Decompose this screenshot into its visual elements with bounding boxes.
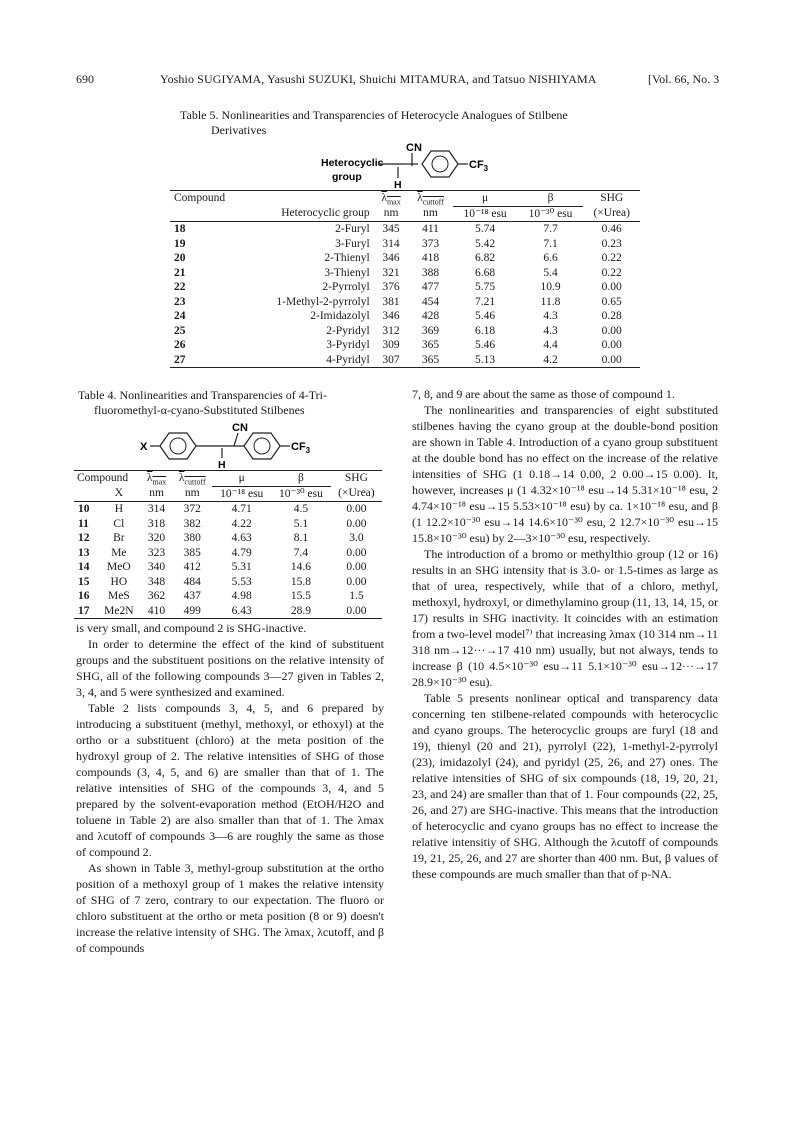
t4-col-compound: Compound	[77, 472, 129, 485]
t4-unit-nm1: nm	[149, 487, 164, 500]
lcut-value: 365	[421, 339, 440, 351]
lmax-value: 376	[382, 281, 400, 293]
shg-value: 0.28	[601, 310, 622, 322]
shg-value: 0.00	[346, 503, 367, 515]
heterocyclic-group: 2-Thienyl	[324, 252, 370, 264]
compound-number: 21	[174, 266, 186, 279]
lcut-value: 372	[183, 503, 201, 515]
beta-value: 7.1	[543, 237, 558, 250]
substituent-x: H	[114, 503, 124, 515]
heterocyclic-group: 3-Thienyl	[324, 266, 370, 279]
shg-value: 0.00	[601, 353, 622, 366]
t4-cn-bond	[234, 433, 238, 446]
lcut-value: 373	[421, 237, 440, 250]
t5-col-beta: β	[547, 192, 554, 204]
compound-number: 24	[174, 310, 186, 322]
mu-value: 5.13	[475, 353, 496, 366]
lmax-value: 381	[382, 295, 400, 308]
compound-number: 16	[78, 590, 90, 602]
mu-value: 4.71	[231, 503, 252, 515]
t4-col-x: X	[114, 487, 124, 500]
table4-body	[74, 502, 382, 619]
table4-caption-line1: Table 4. Nonlinearities and Transparencies of 4-Tri-	[78, 388, 327, 402]
shg-value: 1.5	[349, 590, 364, 602]
mu-value: 7.21	[475, 295, 496, 308]
right-paragraph-4: Table 5 presents nonlinear optical and transparency data concerning ten stilbene-related compounds with heterocyclic and cyano groups. The heterocyclic groups are furyl (18 and 19), thienyl (20 and 21), pyrrolyl (22), 1-methyl-2-pyrrolyl (23), imidazolyl (24), and pyridyl (25, 26, and 27) ones. The relative intensities of SHG of six compounds (18, 19, 20, 21, 23, and 24) are smaller than that of 1. Four compounds (22, 25, 26, and 27) are SHG-inactive. This means that the introduction of heterocyclic and cyano groups has no effect to increase the relative intensitiy of SHG. Although the λcutoff of compounds 19, 21, 25, 26, and 27 are shorter than 400 nm. But, β values of these compounds are much smaller than that of p-NA.	[412, 691, 718, 881]
t4-x-label: X	[140, 441, 148, 453]
table-row	[170, 309, 640, 324]
heterocyclic-group: 3-Pyridyl	[326, 339, 370, 351]
compound-number: 14	[78, 561, 90, 573]
t4-col-lcut: $\lambda_{cuttoff}$	[178, 472, 206, 487]
t5-unit-nm1: nm	[383, 207, 399, 220]
lcut-value: 382	[183, 517, 201, 530]
mu-value: 6.43	[231, 604, 252, 617]
table-row	[74, 575, 382, 590]
beta-value: 4.4	[543, 339, 558, 351]
t4-col-lmax: $\lambda_{max}$	[146, 472, 167, 487]
t5-benzene-ring	[422, 151, 458, 177]
lmax-value: 348	[147, 575, 166, 588]
beta-value: 7.4	[293, 546, 309, 559]
lmax-value: 346	[382, 252, 400, 264]
t4-col-mu: μ	[238, 472, 245, 484]
right-paragraph-2: The nonlinearities and transparencies of eight substituted stilbenes having the cyano group at the double-bond position are shown in Table 4. Introduction of a cyano group substituent at the double bond has no effect on the increase of the relative intensities of SHG (1 0.18→14 0.00, 2 0.00→15 0.00). It, however, increases μ (1 4.32×10⁻¹⁸ esu→14 5.31×10⁻¹⁸ esu, 2 4.74×10⁻¹⁸ esu→15 5.53×10⁻¹⁸ esu) by ca. 1×10⁻¹⁸ esu, and β (1 12.2×10⁻³⁰ esu→14 14.6×10⁻³⁰ esu, 2 12.7×10⁻³⁰ esu→15 15.8×10⁻³⁰ esu) by 2—3×10⁻³⁰ esu, respectively.	[412, 403, 718, 545]
substituent-x: HO	[110, 575, 128, 588]
table-row	[74, 604, 382, 619]
table-row	[170, 251, 640, 266]
mu-value: 5.46	[475, 339, 496, 351]
shg-value: 0.23	[601, 237, 622, 250]
table-row	[170, 338, 640, 353]
heterocyclic-group: 2-Pyrrolyl	[322, 281, 370, 293]
lcut-value: 454	[421, 295, 440, 308]
lcut-value: 418	[421, 252, 440, 264]
shg-value: 0.22	[601, 252, 622, 264]
substituent-x: Br	[113, 532, 125, 544]
left-paragraph-3: Table 2 lists compounds 3, 4, 5, and 6 prepared by introducing a substituent (methyl, methoxyl, or ethoxyl) at the ortho or a substituent (chloro) at the meta position of the hydroxyl group of 2. The relative intensities of SHG of those compounds (3, 4, 5, and 6) are smaller than that of 1. The relative intensities of SHG of the compounds 3, 4, and 5 prepared by the solvent-evaporation method (EtOH/H2O and toluene in Table 2) are also smaller than that of 1. The λmax and λcutoff of compounds 3—6 are roughly the same as those of compound 2.	[76, 701, 384, 859]
heterocyclic-group: 3-Furyl	[335, 237, 370, 250]
t4-cf3-label: $CF_3$	[291, 441, 311, 455]
table-row	[170, 222, 640, 237]
beta-value: 28.9	[290, 604, 312, 617]
t4-ring-right-aromatic	[254, 438, 270, 454]
lmax-value: 340	[147, 561, 166, 573]
t4-unit-nm2: nm	[184, 487, 200, 500]
table5-body	[170, 222, 640, 368]
t5-ring-aromatic	[432, 156, 448, 172]
lmax-value: 321	[382, 266, 400, 279]
table-row	[170, 295, 640, 310]
lmax-value: 312	[382, 324, 400, 337]
substituent-x: MeS	[108, 590, 130, 602]
table-row	[170, 353, 640, 368]
lcut-value: 369	[421, 324, 440, 337]
mu-value: 6.82	[475, 252, 496, 264]
lmax-value: 323	[147, 546, 166, 559]
mu-value: 6.18	[475, 324, 496, 337]
lcut-value: 428	[421, 310, 440, 322]
t5-col-lmax: $\lambda_{max}$	[381, 192, 401, 207]
lmax-value: 318	[147, 517, 166, 530]
heterocyclic-group: 2-Imidazolyl	[310, 310, 370, 322]
t5-group-label: group	[332, 171, 362, 183]
beta-value: 4.3	[543, 310, 558, 322]
lcut-value: 477	[421, 281, 440, 293]
t5-col-lcut: $\lambda_{cuttoff}$	[417, 192, 444, 207]
t5-heterocyclic-label: Heterocyclic	[321, 157, 384, 169]
t4-ring-right	[244, 433, 280, 459]
compound-number: 22	[174, 281, 186, 293]
substituent-x: MeO	[107, 561, 131, 573]
compound-number: 20	[174, 252, 186, 264]
lmax-value: 362	[147, 590, 166, 602]
compound-number: 10	[78, 503, 90, 515]
mu-value: 5.53	[231, 575, 252, 588]
t5-unit-mu: 10⁻¹⁸ esu	[453, 206, 518, 222]
compound-number: 27	[174, 353, 186, 366]
substituent-x: Me2N	[104, 604, 134, 617]
t5-h-label: H	[394, 179, 402, 190]
lmax-value: 410	[147, 604, 166, 617]
lcut-value: 365	[421, 353, 440, 366]
right-paragraph-3: The introduction of a bromo or methylthio group (12 or 16) results in an SHG intensity that is 3.0- or 1.5-times as large as that of urea, respectively, while that of a chloro, methyl, methoxyl, hydroxyl, or dimethylamino group (11, 13, 14, 15, or 17) results in SHG inactivity. It coincides with an estimation from a two-level model⁷⁾ that increasing λmax (10 314 nm→11 318 nm→12···→17 410 nm) usually, but not always, tends to increase β (10 4.5×10⁻³⁰ esu→11 5.1×10⁻³⁰ esu→12···→17 28.9×10⁻³⁰ esu).	[412, 547, 718, 689]
t4-col-shg: SHG	[344, 472, 368, 485]
beta-value: 4.2	[543, 353, 558, 366]
compound-number: 13	[78, 546, 90, 559]
running-authors: Yoshio SUGIYAMA, Yasushi SUZUKI, Shuichi MITAMURA, and Tatsuo NISHIYAMA	[160, 72, 597, 86]
lmax-value: 345	[382, 223, 400, 235]
table4-caption-line2: fluoromethyl-α-cyano-Substituted Stilbenes	[94, 403, 305, 417]
mu-value: 5.74	[475, 223, 496, 235]
beta-value: 11.8	[540, 295, 561, 308]
compound-number: 19	[174, 237, 186, 250]
page-number: 690	[76, 72, 94, 86]
shg-value: 0.00	[346, 517, 367, 530]
t5-unit-beta: 10⁻³⁰ esu	[518, 206, 584, 222]
t5-col-mu: μ	[481, 192, 489, 204]
shg-value: 0.00	[346, 604, 367, 617]
lmax-value: 314	[147, 503, 166, 515]
t5-unit-nm2: nm	[423, 207, 438, 220]
mu-value: 6.68	[475, 266, 496, 279]
left-paragraph-1: is very small, and compound 2 is SHG-inactive.	[76, 621, 307, 635]
t5-col-shg: SHG	[600, 192, 624, 205]
t5-col-compound: Compound	[174, 192, 226, 205]
beta-value: 4.3	[543, 324, 558, 337]
beta-value: 10.9	[540, 281, 561, 293]
mu-value: 5.75	[475, 281, 496, 293]
heterocyclic-group: 2-Furyl	[335, 223, 370, 235]
lmax-value: 309	[382, 339, 400, 351]
shg-value: 0.00	[601, 324, 622, 337]
t4-ring-left-aromatic	[170, 438, 186, 454]
lcut-value: 385	[183, 546, 201, 559]
table-row	[74, 502, 382, 517]
shg-value: 0.00	[346, 546, 367, 559]
left-column	[76, 620, 384, 956]
shg-value: 0.65	[601, 295, 622, 308]
left-paragraph-2: In order to determine the effect of the kind of substituent groups and the substituent positions on the relative intensity of SHG, all of the following compounds 3—27 given in Tables 2, 3, 4, and 5 were synthesized and examined.	[76, 637, 384, 699]
beta-value: 4.5	[293, 503, 309, 515]
table4	[74, 470, 382, 619]
lmax-value: 314	[382, 237, 400, 250]
substituent-x: Me	[111, 546, 127, 559]
lcut-value: 388	[421, 266, 440, 279]
heterocyclic-group: 1-Methyl-2-pyrrolyl	[276, 295, 370, 308]
beta-value: 15.5	[290, 590, 312, 602]
table-row	[170, 237, 640, 252]
beta-value: 14.6	[290, 561, 312, 573]
table-row	[170, 266, 640, 281]
t4-ring-left	[160, 433, 196, 459]
beta-value: 15.8	[290, 575, 312, 588]
shg-value: 0.46	[601, 223, 622, 235]
t5-col-group: Heterocyclic group	[281, 207, 370, 220]
volume-info: [Vol. 66, No. 3	[648, 72, 720, 86]
heterocyclic-group: 4-Pyridyl	[326, 353, 370, 366]
compound-number: 15	[78, 575, 90, 588]
beta-value: 5.4	[543, 266, 558, 279]
lmax-value: 320	[147, 532, 166, 544]
beta-value: 6.6	[543, 252, 558, 264]
table-row	[74, 517, 382, 532]
t5-cn-label: CN	[406, 142, 422, 154]
lmax-value: 346	[382, 310, 400, 322]
shg-value: 0.00	[346, 561, 367, 573]
lcut-value: 437	[183, 590, 201, 602]
compound-number: 17	[78, 604, 90, 617]
beta-value: 8.1	[293, 532, 309, 544]
compound-number: 25	[174, 324, 186, 337]
mu-value: 5.31	[231, 561, 252, 573]
t4-cn-label: CN	[232, 422, 248, 434]
table5-caption-line2: Derivatives	[211, 123, 267, 137]
shg-value: 0.00	[601, 281, 622, 293]
shg-value: 0.00	[346, 575, 367, 588]
table5-caption	[180, 108, 568, 138]
left-paragraph-4: As shown in Table 3, methyl-group substitution at the ortho position of a methoxyl group of 1 makes the relative intensity of SHG of 7 zero, contrary to our expectation. The fluoro or chloro substituent at the ortho or meta position (8 or 9) doesn't increase the relative intensity of SHG. The λmax, λcutoff, and β of compounds	[76, 861, 384, 955]
compound-number: 18	[174, 223, 186, 235]
mu-value: 4.63	[231, 532, 252, 544]
table4-structure	[140, 420, 340, 470]
compound-number: 12	[78, 532, 90, 544]
t5-unit-shg: (×Urea)	[593, 207, 630, 220]
mu-value: 5.42	[475, 237, 496, 250]
table-row	[74, 546, 382, 561]
table5-structure	[318, 140, 508, 190]
lmax-value: 307	[382, 353, 400, 366]
t4-unit-beta: 10⁻³⁰ esu	[271, 486, 331, 502]
table4-caption	[78, 388, 378, 418]
mu-value: 4.98	[231, 590, 252, 602]
t4-h-label: H	[218, 459, 226, 470]
lcut-value: 380	[183, 532, 201, 544]
right-paragraph-1: 7, 8, and 9 are about the same as those of compound 1.	[412, 387, 675, 401]
mu-value: 5.46	[475, 310, 496, 322]
lcut-value: 499	[183, 604, 201, 617]
table-row	[170, 280, 640, 295]
beta-value: 5.1	[293, 517, 309, 530]
t5-cf3-label: $CF_3$	[469, 159, 489, 173]
beta-value: 7.7	[543, 223, 558, 235]
shg-value: 0.00	[601, 339, 622, 351]
lcut-value: 484	[183, 575, 201, 588]
heterocyclic-group: 2-Pyridyl	[326, 324, 370, 337]
shg-value: 0.22	[601, 266, 622, 279]
right-column	[412, 386, 718, 882]
table5	[170, 190, 640, 368]
table-row	[74, 589, 382, 604]
t4-unit-shg: (×Urea)	[338, 487, 375, 500]
compound-number: 26	[174, 339, 186, 351]
mu-value: 4.79	[231, 546, 252, 559]
table-row	[74, 531, 382, 546]
shg-value: 3.0	[349, 532, 364, 544]
table5-caption-line1: Table 5. Nonlinearities and Transparencies of Heterocycle Analogues of Stilbene	[180, 108, 568, 122]
lcut-value: 412	[183, 561, 201, 573]
table-row	[74, 560, 382, 575]
substituent-x: Cl	[113, 517, 125, 530]
table-row	[170, 324, 640, 339]
mu-value: 4.22	[231, 517, 252, 530]
lcut-value: 411	[422, 223, 439, 235]
t4-unit-mu: 10⁻¹⁸ esu	[212, 486, 271, 502]
t4-col-beta: β	[298, 472, 304, 484]
compound-number: 11	[78, 517, 89, 530]
compound-number: 23	[174, 295, 186, 308]
